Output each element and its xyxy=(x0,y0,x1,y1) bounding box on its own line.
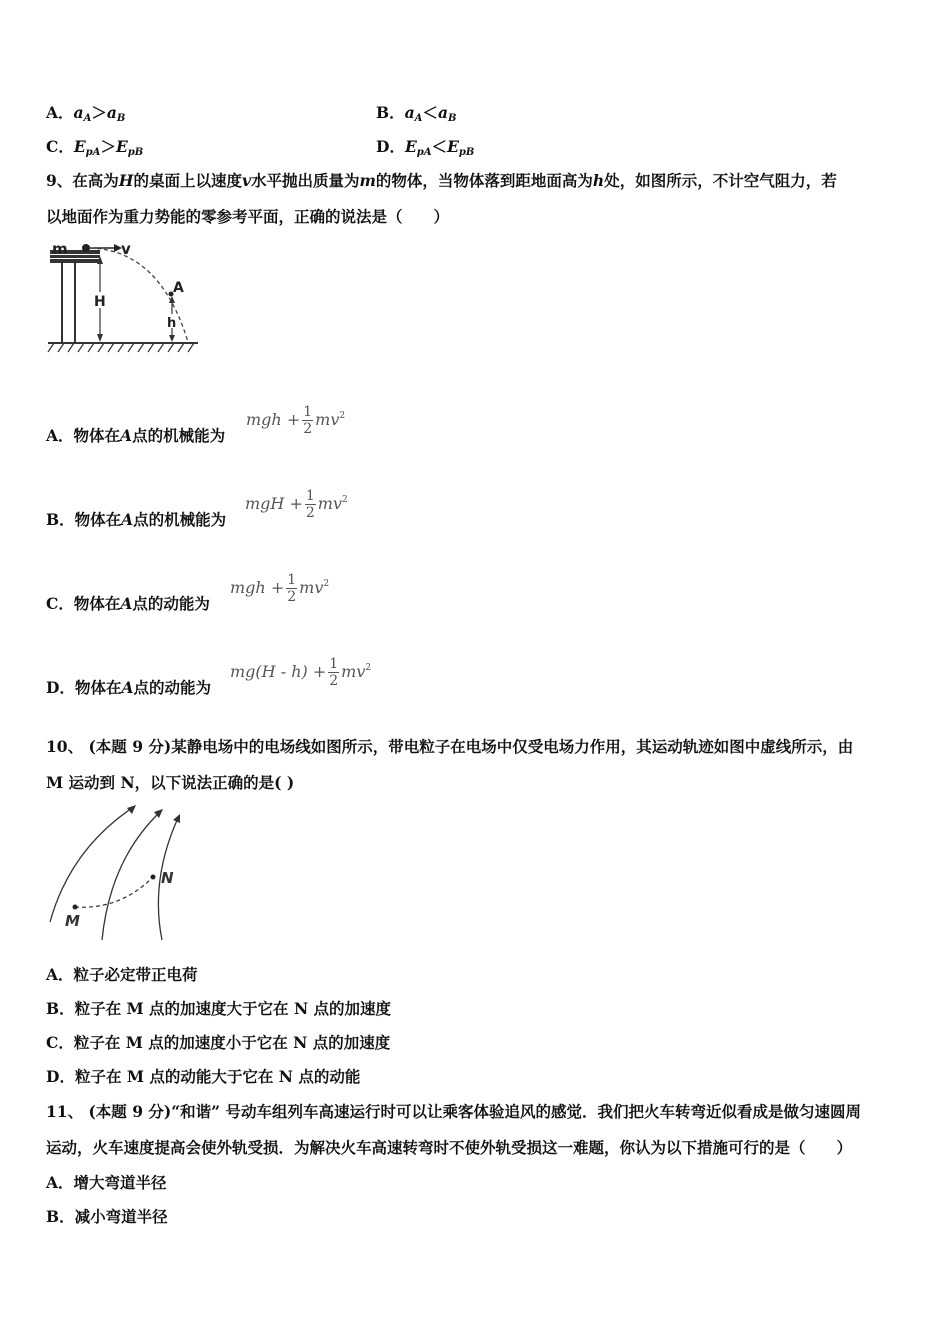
q9-option-b: B．物体在A点的机械能为 xyxy=(46,510,227,529)
q10-option-c: C．粒子在 M 点的加速度小于它在 N 点的加速度 xyxy=(46,1033,391,1052)
q10-stem-line1: 10、 (本题 9 分)某静电场中的电场线如图所示，带电粒子在电场中仅受电场力作用，其运动轨迹如图中虚线所示，由 xyxy=(46,737,854,756)
q10-option-a: A．粒子必定带正电荷 xyxy=(46,965,198,984)
q11-option-a: A．增大弯道半径 xyxy=(46,1173,167,1192)
figure-label-N: N xyxy=(161,869,174,887)
q9-stem-line2: 以地面作为重力势能的零参考平面，正确的说法是（ ） xyxy=(46,207,450,226)
q10-option-b: B．粒子在 M 点的加速度大于它在 N 点的加速度 xyxy=(46,999,392,1018)
q8-option-d: D．$E_{pA}<E_{pB}$ xyxy=(376,137,475,158)
q9-option-c: C．物体在A点的动能为 xyxy=(46,594,210,613)
q9-stem-line1: 9、在高为H的桌面上以速度v水平抛出质量为m的物体，当物体落到距地面高为h处，如图所示，不计空气阻力，若 xyxy=(46,171,837,190)
q11-stem-line1: 11、 (本题 9 分)“和谐” 号动车组列车高速运行时可以让乘客体验追风的感觉．我们把火车转弯近似看成是做匀速圆周 xyxy=(46,1102,861,1121)
q8-option-a: A．$a_A>a_B$ xyxy=(46,103,126,124)
figure-label-M: M xyxy=(65,912,80,930)
q11-option-b: B．减小弯道半径 xyxy=(46,1207,168,1226)
q9-option-a-formula: mgh + $\frac{1}{2}$ $mv^2$ xyxy=(246,404,346,437)
q10-stem-line2: M 运动到 N，以下说法正确的是( ) xyxy=(46,773,295,792)
q9-option-c-formula: mgh + $\frac{1}{2}$ $mv^2$ xyxy=(230,572,330,605)
figure-label-A: A xyxy=(173,280,184,296)
q9-figure xyxy=(40,236,210,361)
q9-option-a: A．物体在A点的机械能为 xyxy=(46,426,226,445)
figure-label-h: h xyxy=(167,316,177,331)
q11-stem-line2: 运动，火车速度提高会使外轨受损．为解决火车高速转弯时不使外轨受损这一难题，你认为以下措施可行的是（ ） xyxy=(46,1138,853,1157)
q9-option-b-formula: mgH + $\frac{1}{2}$ $mv^2$ xyxy=(245,488,348,521)
q10-figure xyxy=(40,800,200,950)
q9-option-d: D．物体在A点的动能为 xyxy=(46,678,212,697)
figure-label-v: v xyxy=(121,240,131,258)
figure-label-m: m xyxy=(52,240,68,258)
q10-option-d: D．粒子在 M 点的动能大于它在 N 点的动能 xyxy=(46,1067,361,1086)
figure-label-H: H xyxy=(94,294,106,310)
q8-option-c: C．$E_{pA}>E_{pB}$ xyxy=(46,137,144,158)
q9-option-d-formula: mg(H - h) + $\frac{1}{2}$ $mv^2$ xyxy=(230,656,372,689)
q8-option-b: B．$a_A<a_B$ xyxy=(376,103,457,124)
